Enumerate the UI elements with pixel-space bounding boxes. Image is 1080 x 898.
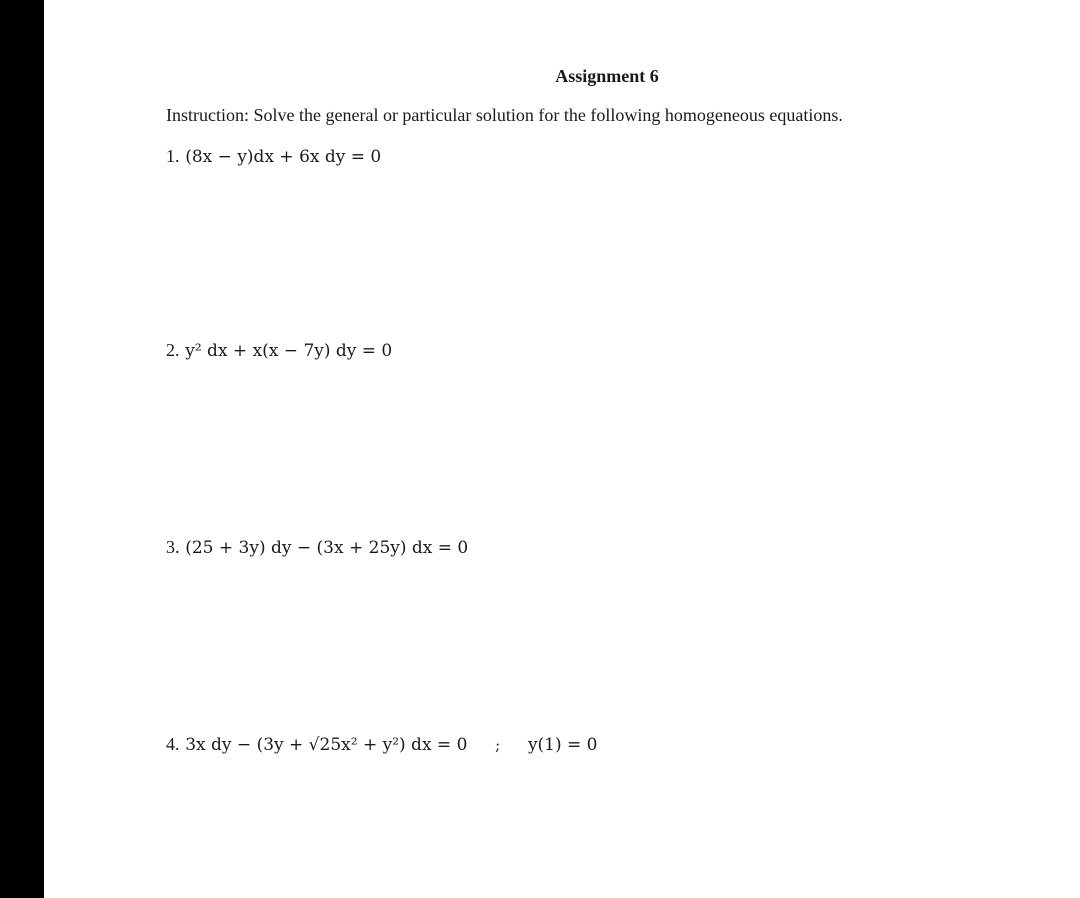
problem-3: [166, 537, 468, 558]
problem-equation: y² dx + x(x − 7y) dy = 0: [185, 341, 393, 361]
problem-equation: 3x dy − (3y + √25x² + y²) dx = 0: [185, 735, 468, 755]
left-border-bar: [0, 0, 44, 898]
document-page: [44, 0, 1080, 898]
problem-number: 4.: [166, 734, 180, 754]
problem-4: [166, 734, 598, 755]
problem-1: [166, 146, 381, 167]
problem-equation: (25 + 3y) dy − (3x + 25y) dx = 0: [185, 538, 469, 558]
assignment-title: Assignment 6: [555, 66, 659, 86]
problem-2: [166, 340, 392, 361]
problem-equation: (8x − y)dx + 6x dy = 0: [185, 147, 382, 167]
problem-number: 3.: [166, 537, 180, 557]
instruction-text: Instruction: Solve the general or particular solution for the following homogeneous equations.: [166, 105, 843, 125]
condition-separator: ;: [495, 736, 501, 754]
problem-number: 2.: [166, 340, 180, 360]
problem-number: 1.: [166, 146, 180, 166]
initial-condition: y(1) = 0: [527, 735, 598, 755]
